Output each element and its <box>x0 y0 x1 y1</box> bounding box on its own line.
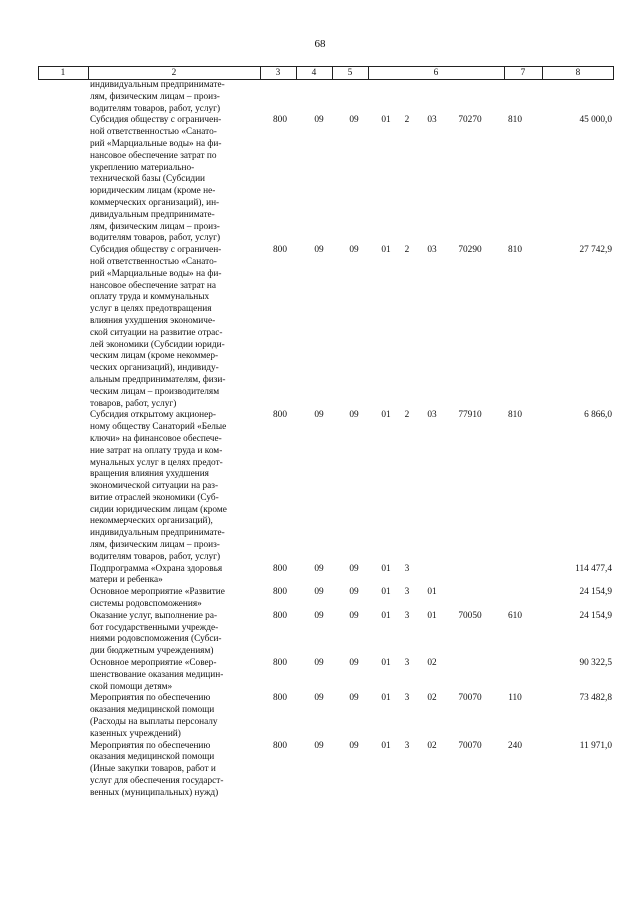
subsection-code-cell: 09 <box>349 693 359 704</box>
section-code-cell: 09 <box>314 740 324 751</box>
subprogram-code-cell: 3 <box>404 610 410 621</box>
activity-code-cell: 03 <box>427 115 437 126</box>
subprogram-code-cell: 3 <box>404 693 410 704</box>
ministry-code-cell: 800 <box>273 610 287 621</box>
table-row <box>38 115 614 245</box>
row-description: Субсидия обществу с ограничен- ной ответственностью «Санато- рий «Марциальные воды» на фи- нансовое обеспечение затрат на оплату труда и коммунальных услуг в целях предотвращения влияния ухудшения экономиче- ской ситуации на развитие отрас- лей экономики (Субсидии юриди- ческим лицам (кроме некоммер- ческих организаций), индивиду- альным предпринимателям, физи- ческим лицам – производителям товаров, работ, услуг) <box>90 245 226 409</box>
table-row <box>38 245 614 410</box>
amount-cell: 6 866,0 <box>584 410 612 421</box>
ministry-code-cell: 800 <box>273 115 287 126</box>
subprogram-code-cell: 3 <box>404 587 410 598</box>
row-description: индивидуальным предпринимате- лям, физическим лицам – произ- водителям товаров, работ, услуг) <box>90 80 225 114</box>
activity-code-cell: 03 <box>427 410 437 421</box>
row-description: Основное мероприятие «Совер- шенствование оказания медицин- ской помощи детям» <box>90 658 224 692</box>
direction-code-cell: 77910 <box>458 410 482 421</box>
amount-cell: 73 482,8 <box>579 693 612 704</box>
column-header-1: 1 <box>60 68 66 78</box>
amount-cell: 45 000,0 <box>579 115 612 126</box>
expense-type-code-cell: 110 <box>508 693 522 704</box>
section-code-cell: 09 <box>314 410 324 421</box>
direction-code-cell: 70070 <box>458 693 482 704</box>
table-row <box>38 587 614 611</box>
subprogram-code-cell: 3 <box>404 658 410 669</box>
table-row <box>38 693 614 740</box>
row-description: Мероприятия по обеспечению оказания медицинской помощи (Расходы на выплаты персоналу казенных учреждений) <box>90 693 218 739</box>
program-code-cell: 01 <box>381 693 391 704</box>
activity-code-cell: 01 <box>427 610 437 621</box>
subsection-code-cell: 09 <box>349 610 359 621</box>
column-header-5: 5 <box>347 68 353 78</box>
section-code-cell: 09 <box>314 245 324 256</box>
table-row <box>38 611 614 658</box>
direction-code-cell: 70290 <box>458 245 482 256</box>
amount-cell: 24 154,9 <box>579 610 612 621</box>
subprogram-code-cell: 2 <box>404 410 410 421</box>
subsection-code-cell: 09 <box>349 410 359 421</box>
section-code-cell: 09 <box>314 563 324 574</box>
program-code-cell: 01 <box>381 410 391 421</box>
amount-cell: 114 477,4 <box>575 563 612 574</box>
subsection-code-cell: 09 <box>349 658 359 669</box>
section-code-cell: 09 <box>314 658 324 669</box>
subsection-code-cell: 09 <box>349 587 359 598</box>
section-code-cell: 09 <box>314 587 324 598</box>
expense-type-code-cell: 810 <box>508 410 522 421</box>
program-code-cell: 01 <box>381 610 391 621</box>
program-code-cell: 01 <box>381 587 391 598</box>
amount-cell: 11 971,0 <box>579 740 612 751</box>
row-description: Оказание услуг, выполнение ра- бот государственными учрежде- ниями родовспоможения (Субси- дии бюджетным учреждениям) <box>90 610 222 657</box>
page-number: 68 <box>314 38 326 50</box>
activity-code-cell: 02 <box>427 693 437 704</box>
section-code-cell: 09 <box>314 610 324 621</box>
budget-table <box>38 66 614 800</box>
table-row <box>38 80 614 115</box>
ministry-code-cell: 800 <box>273 410 287 421</box>
row-description: Субсидия обществу с ограничен- ной ответственностью «Санато- рий «Марциальные воды» на фи- нансовое обеспечение затрат по укреплению материально- технической базы (Субсидии юридическим лицам (кроме не- коммерческих организаций), ин- дивидуальным предпринимате- лям, физическим лицам – произ- водителям товаров, работ, услуг) <box>90 115 222 244</box>
program-code-cell: 01 <box>381 115 391 126</box>
subsection-code-cell: 09 <box>349 563 359 574</box>
program-code-cell: 01 <box>381 658 391 669</box>
row-description: Мероприятия по обеспечению оказания медицинской помощи (Иные закупки товаров, работ и услуг для обеспечения государст- венных (муниципальных) нужд) <box>90 740 224 798</box>
row-description: Субсидия открытому акционер- ному обществу Санаторий «Белые ключи» на финансовое обеспече- ние затрат на оплату труда и ком- мунальных услуг в целях предот- вращения влияния ухудшения экономической ситуации на раз- витие отраслей экономики (Суб- сидии юридическим лицам (кроме некоммерческих организаций), индивидуальным предпринимате- лям, физическим лицам – произ- водителям товаров, работ, услуг) <box>90 410 227 562</box>
row-description: Основное мероприятие «Развитие системы родовспоможения» <box>90 587 225 610</box>
subprogram-code-cell: 2 <box>404 115 410 126</box>
subprogram-code-cell: 3 <box>404 563 410 574</box>
subsection-code-cell: 09 <box>349 245 359 256</box>
program-code-cell: 01 <box>381 563 391 574</box>
column-header-8: 8 <box>575 68 581 78</box>
amount-cell: 27 742,9 <box>579 245 612 256</box>
column-header-3: 3 <box>275 68 281 78</box>
subprogram-code-cell: 3 <box>404 740 410 751</box>
amount-cell: 90 322,5 <box>579 658 612 669</box>
subprogram-code-cell: 2 <box>404 245 410 256</box>
activity-code-cell: 02 <box>427 658 437 669</box>
ministry-code-cell: 800 <box>273 658 287 669</box>
column-header-4: 4 <box>311 68 317 78</box>
table-header-row <box>38 66 614 80</box>
ministry-code-cell: 800 <box>273 740 287 751</box>
row-description: Подпрограмма «Охрана здоровья матери и ребенка» <box>90 563 223 586</box>
ministry-code-cell: 800 <box>273 563 287 574</box>
table-row <box>38 410 614 563</box>
program-code-cell: 01 <box>381 740 391 751</box>
activity-code-cell: 03 <box>427 245 437 256</box>
table-row <box>38 658 614 693</box>
direction-code-cell: 70050 <box>458 610 482 621</box>
expense-type-code-cell: 810 <box>508 245 522 256</box>
expense-type-code-cell: 810 <box>508 115 522 126</box>
column-header-7: 7 <box>520 68 526 78</box>
direction-code-cell: 70070 <box>458 740 482 751</box>
section-code-cell: 09 <box>314 693 324 704</box>
direction-code-cell: 70270 <box>458 115 482 126</box>
column-header-2: 2 <box>171 68 177 78</box>
table-row <box>38 741 614 800</box>
expense-type-code-cell: 240 <box>508 740 522 751</box>
ministry-code-cell: 800 <box>273 245 287 256</box>
activity-code-cell: 01 <box>427 587 437 598</box>
ministry-code-cell: 800 <box>273 587 287 598</box>
amount-cell: 24 154,9 <box>579 587 612 598</box>
column-header-6: 6 <box>433 68 439 78</box>
program-code-cell: 01 <box>381 245 391 256</box>
activity-code-cell: 02 <box>427 740 437 751</box>
subsection-code-cell: 09 <box>349 740 359 751</box>
subsection-code-cell: 09 <box>349 115 359 126</box>
expense-type-code-cell: 610 <box>508 610 522 621</box>
section-code-cell: 09 <box>314 115 324 126</box>
ministry-code-cell: 800 <box>273 693 287 704</box>
table-row <box>38 564 614 588</box>
